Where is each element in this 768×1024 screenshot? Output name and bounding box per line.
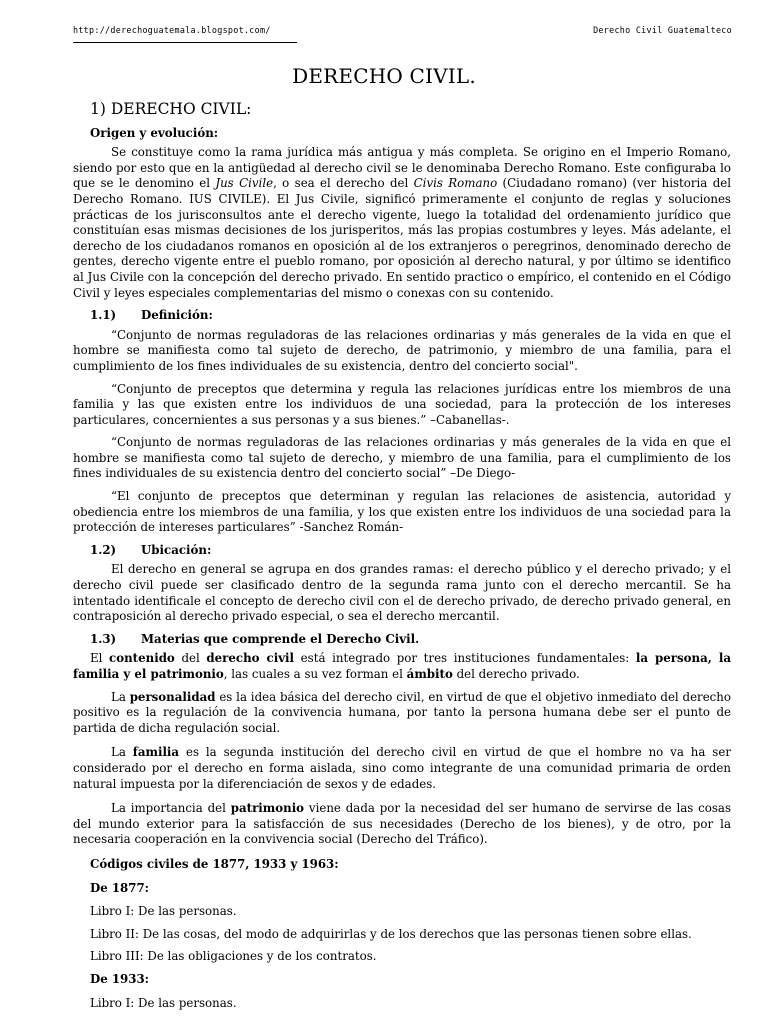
header-underline: [73, 42, 297, 43]
section-1-2-heading: 1.2) Ubicación:: [90, 542, 212, 557]
document-title: DERECHO CIVIL.: [292, 64, 476, 88]
subsection-heading: Origen y evolución:: [90, 125, 219, 140]
section-1-1-heading: 1.1) Definición:: [90, 308, 213, 323]
definition-quote: “El conjunto de preceptos que determinan y regulan las relaciones de asistencia, autoridad y obediencia entre los miembros de una familia, y los que existen entre los individuos de una sociedad para la protección de intereses particulares” -Sanchez Román-: [73, 489, 731, 535]
page-header: [73, 25, 732, 39]
header-url-link[interactable]: http://derechoguatemala.blogspot.com/: [73, 25, 271, 35]
code-book-item: Libro III: De las obligaciones y de los contratos.: [90, 949, 377, 964]
codes-heading: Códigos civiles de 1877, 1933 y 1963:: [90, 856, 339, 871]
code-book-item: Libro I: De las personas.: [90, 904, 237, 919]
paragraph-patrimonio: La importancia del patrimonio viene dada por la necesidad del ser humano de servirse de las cosas del mundo exterior para la satisfacción de sus necesidades (Derecho de los bienes), y de otro, por la necesaria cooperación en la convivencia social (Derecho del Tráfico).: [73, 801, 731, 847]
paragraph-origen: Se constituye como la rama jurídica más antigua y más completa. Se origino en el Imperio Romano, siendo por esto que en la antigüedad al derecho civil se le denominaba Derecho Romano. Este configuraba lo que se le denomino el Jus Civile, o sea el derecho del Civis Romano (Ciudadano romano) (ver historia del Derecho Romano. IUS CIVILE). El Jus Civile, significó primeramente el conjunto de reglas y soluciones prácticas de los jurisconsultos ante el derecho vigente, luego la totalidad del ordenamiento jurídico que constituían esas mismas decisiones de los jurisperitos, más las propias costumbres y leyes. Más adelante, el derecho de los ciudadanos romanos en oposición al de los extranjeros o peregrinos, denominado derecho de gentes, derecho vigente entre el pueblo romano, por oposición al derecho natural, y por último se identifico al Jus Civile con la concepción del derecho privado. En sentido practico o empírico, el contenido en el Código Civil y leyes especiales complementarias del mismo o conexas con su contenido.: [73, 145, 732, 300]
code-year-heading: De 1933:: [90, 971, 150, 986]
paragraph-personalidad: La personalidad es la idea básica del derecho civil, en virtud de que el objetivo inmediato del derecho positivo es la regulación de la convivencia humana, por tanto la persona humana debe ser el punto de partida de dicha regulación social.: [73, 689, 731, 735]
section-1-3-heading: 1.3) Materias que comprende el Derecho Civil.: [90, 631, 420, 646]
definition-quote: “Conjunto de normas reguladoras de las relaciones ordinarias y más generales de la vida en que el hombre se manifiesta como tal sujeto de derecho, y miembro de una familia, para el cumplimiento de los fines individuales de su existencia dentro del concierto social” –De Diego-: [73, 435, 731, 481]
header-site-title: Derecho Civil Guatemalteco: [593, 25, 732, 35]
document-body: [73, 102, 731, 1018]
definition-quote: “Conjunto de normas reguladoras de las relaciones ordinarias y más generales de la vida en que el hombre se manifiesta como tal sujeto de derecho, de patrimonio, y miembro de una familia, para el cumplimiento de los fines individuales de su existencia, dentro del concierto social".: [73, 327, 731, 373]
code-year-heading: De 1877:: [90, 880, 150, 895]
section-heading: 1) DERECHO CIVIL:: [90, 100, 252, 118]
paragraph-familia: La familia es la segunda institución del derecho civil en virtud de que el hombre no va ha ser considerado por el derecho en forma aislada, sino como integrante de una comunidad primaria de orden natural impuesta por la diferenciación de sexos y de edades.: [73, 745, 731, 791]
definition-quote: “Conjunto de preceptos que determina y regula las relaciones jurídicas entre los miembros de una familia y las que existen entre los individuos de una sociedad, para la protección de los intereses particulares, concernientes a sus personas y a sus bienes.” –Cabanellas-.: [73, 381, 731, 427]
paragraph-contenido: El contenido del derecho civil está integrado por tres instituciones fundamentales: la persona, la familia y el patrimonio, las cuales a su vez forman el ámbito del derecho privado.: [73, 651, 731, 681]
paragraph-ubicacion: El derecho en general se agrupa en dos grandes ramas: el derecho público y el derecho privado; y el derecho civil puede ser clasificado dentro de la segunda rama junto con el derecho mercantil. Se ha intentado identificale el concepto de derecho civil con el de derecho privado, de derecho privado general, en contraposición al derecho privado especial, o sea el derecho mercantil.: [73, 562, 731, 624]
code-book-item: Libro I: De las personas.: [90, 995, 237, 1010]
code-book-item: Libro II: De las cosas, del modo de adquirirlas y de los derechos que las personas tienen sobre ellas.: [90, 926, 692, 941]
